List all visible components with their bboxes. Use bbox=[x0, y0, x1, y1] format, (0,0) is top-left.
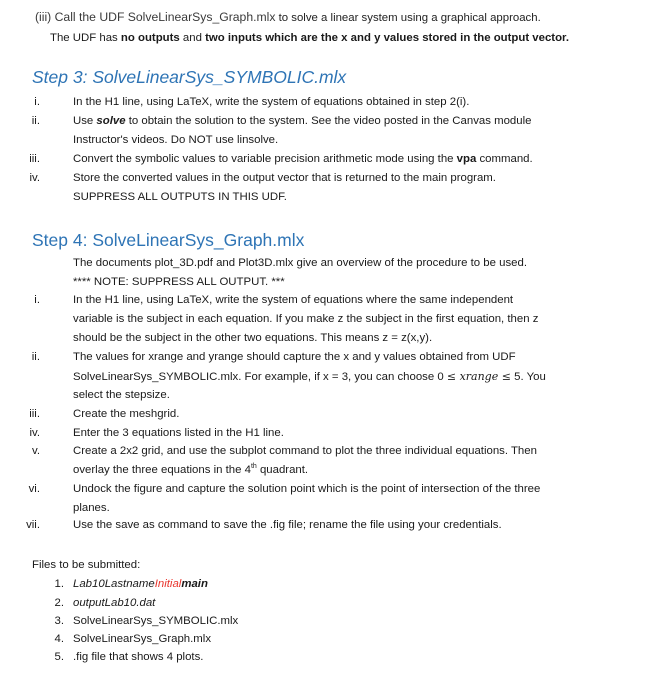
list-text: Store the converted values in the output vector that is returned to the main program. bbox=[73, 172, 496, 184]
list-text: In the H1 line, using LaTeX, write the system of equations obtained in step 2(i). bbox=[73, 96, 470, 108]
list-text: select the stepsize. bbox=[73, 389, 170, 401]
list-number: 3. bbox=[54, 615, 64, 627]
list-number: i. bbox=[34, 96, 40, 108]
list-number: 1. bbox=[54, 578, 64, 590]
list-text: SolveLinearSys_SYMBOLIC.mlx bbox=[73, 615, 239, 627]
intro-no-outputs: no outputs bbox=[120, 32, 180, 44]
vpa-keyword: vpa bbox=[456, 153, 477, 165]
list-text: .fig file that shows 4 plots. bbox=[73, 651, 204, 663]
list-number: 2. bbox=[54, 597, 64, 609]
list-text: Create a 2x2 grid, and use the subplot command to plot the three individual equations. Then bbox=[73, 445, 537, 457]
list-text: In the H1 line, using LaTeX, write the system of equations where the same independent bbox=[73, 294, 514, 306]
list-number: ii. bbox=[31, 351, 40, 363]
list-text: Create the meshgrid. bbox=[73, 408, 180, 420]
text-run: overlay the three equations in the 4 bbox=[73, 464, 251, 476]
intro-text: The UDF has bbox=[50, 32, 121, 44]
list-text bbox=[73, 150, 533, 169]
solve-keyword: solve bbox=[96, 115, 126, 127]
list-text: planes. bbox=[73, 502, 110, 514]
list-text: SolveLinearSys_Graph.mlx bbox=[73, 633, 212, 645]
list-text: Undock the figure and capture the solution point which is the point of intersection of the three bbox=[73, 483, 541, 495]
list-text: variable is the subject in each equation. If you make z the subject in the first equation, then z bbox=[73, 313, 539, 325]
main-suffix: main bbox=[181, 578, 208, 590]
text-run: 5. You bbox=[510, 371, 546, 383]
text-run: to obtain the solution to the system. See the video posted in the Canvas module bbox=[125, 115, 532, 127]
files-heading: Files to be submitted: bbox=[32, 559, 141, 571]
list-number: i. bbox=[34, 294, 40, 306]
list-text: outputLab10.dat bbox=[73, 597, 156, 609]
list-number: vi. bbox=[28, 483, 40, 495]
text-run: Convert the symbolic values to variable precision arithmetic mode using the bbox=[73, 153, 457, 165]
suppress-note: **** NOTE: SUPPRESS ALL OUTPUT. *** bbox=[73, 276, 285, 288]
intro-udf-call: (iii) Call the UDF SolveLinearSys_Graph.mlx bbox=[35, 10, 276, 24]
text-run: command. bbox=[476, 153, 533, 165]
list-text: should be the subject in the other two equations. This means z = z(x,y). bbox=[73, 332, 433, 344]
ordinal-superscript: th bbox=[250, 463, 257, 471]
list-number: iv. bbox=[29, 172, 40, 184]
list-text: Enter the 3 equations listed in the H1 line. bbox=[73, 427, 284, 439]
list-text bbox=[73, 367, 546, 387]
intro-purpose: to solve a linear system using a graphical approach. bbox=[275, 12, 541, 24]
text-run: Use bbox=[73, 115, 97, 127]
list-number: iv. bbox=[29, 427, 40, 439]
list-text bbox=[73, 112, 531, 131]
text-run: Lab10 bbox=[73, 578, 105, 590]
intro-text: and bbox=[179, 32, 206, 44]
intro-two-inputs: two inputs which are the x and y values stored in the output vector. bbox=[205, 32, 570, 44]
lastname-placeholder: Lastname bbox=[104, 578, 155, 590]
list-number: 4. bbox=[54, 633, 64, 645]
list-number: iii. bbox=[29, 408, 40, 420]
xrange-inequality: ≤ xrange ≤ bbox=[446, 370, 511, 383]
intro-line-1 bbox=[35, 8, 541, 28]
list-text: Instructor's videos. Do NOT use linsolve. bbox=[73, 134, 279, 146]
intro-line-2 bbox=[50, 29, 569, 48]
list-number: ii. bbox=[31, 115, 40, 127]
preface-text: The documents plot_3D.pdf and Plot3D.mlx give an overview of the procedure to be used. bbox=[73, 257, 527, 269]
step4-heading: Step 4: SolveLinearSys_Graph.mlx bbox=[32, 230, 305, 250]
step3-heading: Step 3: SolveLinearSys_SYMBOLIC.mlx bbox=[32, 67, 347, 87]
text-run: quadrant. bbox=[256, 464, 309, 476]
text-run: SolveLinearSys_SYMBOLIC.mlx. For example, if x = 3, you can choose 0 bbox=[73, 371, 447, 383]
list-text bbox=[73, 575, 208, 594]
initial-placeholder: Initial bbox=[154, 578, 182, 590]
list-text bbox=[73, 461, 308, 480]
list-number: vii. bbox=[26, 519, 40, 531]
list-text: The values for xrange and yrange should capture the x and y values obtained from UDF bbox=[73, 351, 516, 363]
list-text: SUPPRESS ALL OUTPUTS IN THIS UDF. bbox=[73, 191, 287, 203]
list-text: Use the save as command to save the .fig file; rename the file using your credentials. bbox=[73, 519, 502, 531]
list-number: v. bbox=[31, 445, 40, 457]
list-number: iii. bbox=[29, 153, 40, 165]
list-number: 5. bbox=[54, 651, 64, 663]
